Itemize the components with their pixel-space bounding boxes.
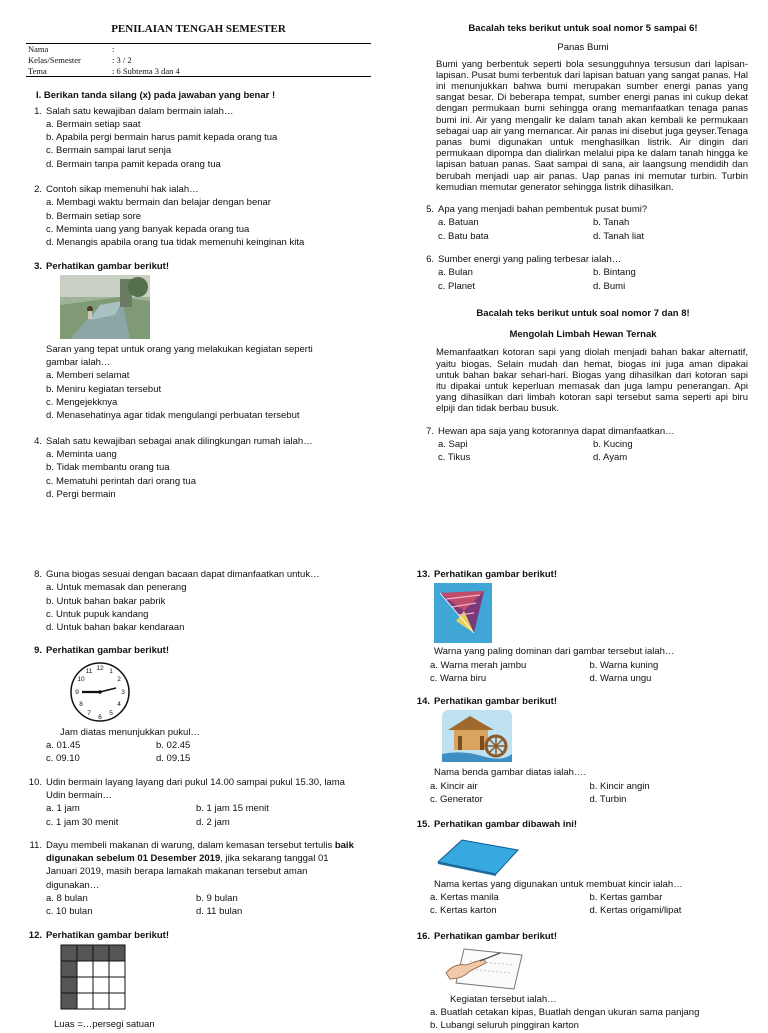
option[interactable]: b. 9 bulan: [196, 893, 238, 905]
option[interactable]: d. Pergi bermain: [46, 488, 116, 500]
option[interactable]: c. Tikus: [438, 452, 471, 464]
option[interactable]: a. Kincir air: [430, 780, 478, 792]
option[interactable]: a. Batuan: [438, 217, 479, 229]
question-1: 1. Salah satu kewajiban dalam bermain ialah… a. Bermain setiap saat b. Apabila pergi bermain harus pamit kepada orang tua c. Bermain sampai larut senja d. Bermain tanpa pamit kepada orang tua: [26, 105, 371, 171]
option[interactable]: a. 1 jam: [46, 803, 80, 815]
option[interactable]: b. Kincir angin: [589, 780, 650, 792]
option[interactable]: b. 1 jam 15 menit: [196, 803, 269, 815]
section-heading: I. Berikan tanda silang (x) pada jawaban yang benar !: [36, 90, 276, 102]
reading1-body: Bumi yang berbentuk seperti bola sesungguhnya tersusun dari lapisan-lapisan. Pusat bumi terbentuk dari lapisan batuan yang sangat panas. Hal ini menunjukkan bahwa bumi merupakan sumber energi panas yang sangat besar. Di beberapa tempat, sumber energi panas ini cukup dekat dengan permukaan bumi sehingga orang memanfaatkan tenaga panas bumi ini. Air yang mengalir ke dalam tanah akan kembali ke permukaan sebagai uap air yang memancar. Air panas ini disebut juga geyser.Tenaga panas bumi digunakan untuk menghasilkan listrik. Air dingin dari permukaan dipompa dan dialirkan melalui pipa ke dalam tanah hingga ke lapisan batuan panas. Saat sampai di sana, air laangsung mendidih dan berubah menjadi uap air panas. Uap panas ini memutar turbin. Turbin kemudian memutar generator sehingga listrik dihasilkan.: [436, 58, 748, 193]
svg-text:10: 10: [77, 675, 85, 683]
option[interactable]: b. Bermain setiap sore: [46, 210, 142, 222]
question-9: 9. Perhatikan gambar berikut! 12 1 2 3 4 5 6 7 8 9 10 11 Jam diatas menunjukkan pukul… a. 01.45 b. 02.45 c. 09.10 d. 09.15: [26, 644, 371, 765]
identity-row: Nama :: [28, 44, 115, 55]
reading1-intro: Bacalah teks berikut untuk soal nomor 5 sampai 6!: [468, 23, 698, 34]
svg-text:1: 1: [109, 667, 113, 675]
option[interactable]: b. Untuk bahan bakar pabrik: [46, 595, 166, 607]
hand-drawing-image: [414, 945, 749, 991]
question-10: 10. Udin bermain layang layang dari pukul 14.00 sampai pukul 15.30, lama Udin bermain… a. 1 jam b. 1 jam 15 menit c. 1 jam 30 menit d. 2 jam: [28, 776, 345, 828]
header-rule-bottom: [26, 76, 371, 77]
right-column-bottom: [414, 568, 749, 1033]
q15-text: Nama kertas yang digunakan untuk membuat kincir ialah…: [434, 878, 683, 890]
option[interactable]: b. 02.45: [156, 740, 191, 752]
left-column-top: [26, 22, 371, 501]
svg-text:4: 4: [117, 700, 121, 708]
svg-text:3: 3: [121, 688, 125, 696]
waterwheel-image: [414, 710, 749, 762]
option[interactable]: c. 09.10: [46, 753, 80, 765]
question-16: 16. Perhatikan gambar berikut! Kegiatan tersebut ialah… a. Buatlah cetakan kipas, Buatlah dengan ukuran sama panjang b. Lubangi seluruh pinggiran karton: [414, 930, 749, 1033]
question-14: 14. Perhatikan gambar berikut! Nama benda gambar diatas ialah…. a. Kincir air b. Kincir angin c. Generator d. Turbin: [414, 695, 749, 806]
option[interactable]: a. 8 bulan: [46, 893, 88, 905]
question-11: 11. Dayu membeli makanan di warung, dalam kemasan tersebut tertulis baik digunakan sebelum 01 Desember 2019, jika sekarang tanggal 01 Januari 2019, masih berapa lamakah makanan tersebut aman digunakan… a. 8 bulan b. 9 bulan c. 10 bulan d. 11 bulan: [29, 839, 354, 918]
identity-row: Kelas/Semester : 3 / 2: [28, 55, 132, 66]
svg-text:7: 7: [87, 709, 91, 717]
option[interactable]: d. Menasehatinya agar tidak mengulangi perbuatan tersebut: [46, 410, 300, 422]
reading2-intro: Bacalah teks berikut untuk soal nomor 7 dan 8!: [476, 307, 690, 319]
option[interactable]: a. Bulan: [438, 267, 473, 279]
option[interactable]: d. Untuk bahan bakar kendaraan: [46, 622, 185, 634]
exam-title: PENILAIAN TENGAH SEMESTER: [111, 23, 286, 35]
reading2-body: Memanfaatkan kotoran sapi yang diolah menjadi bahan bakar alternatif, yaitu biogas. Selain mudah dan hemat, biogas ini juga aman dipakai untuk bahan bakar sehari-hari. Biogas yang dihasilkan dari kotoran sapi itu dipakai untuk keperluan memasak dan juga lampu penerangan. Api yang dihasilkan dari limbah kotoran sapi tersebut sama seperti api biru elpiji dan tidak berbau busuk.: [436, 347, 748, 415]
q3-text: Saran yang tepat untuk orang yang melakukan kegiatan seperti gambar ialah…: [46, 343, 313, 369]
question-15: 15. Perhatikan gambar dibawah ini! Nama kertas yang digunakan untuk membuat kincir ialah… a. Kertas manila b. Kertas gambar c. Kertas karton d. Kertas origami/lipat: [414, 818, 749, 917]
kite-image: [414, 583, 749, 643]
option[interactable]: b. Meniru kegiatan tersebut: [46, 383, 162, 395]
left-column-bottom: [26, 568, 371, 1031]
option[interactable]: d. 2 jam: [196, 816, 230, 828]
option[interactable]: c. Generator: [430, 794, 483, 806]
option[interactable]: c. 10 bulan: [46, 906, 93, 918]
option[interactable]: a. Membagi waktu bermain dan belajar dengan benar: [46, 197, 271, 209]
question-6: 6. Sumber energi yang paling terbesar ialah… a. Bulan b. Bintang c. Planet d. Bumi: [418, 253, 748, 293]
svg-text:12: 12: [96, 664, 104, 672]
clock-image: [26, 660, 371, 724]
option[interactable]: a. Warna merah jambu: [430, 659, 527, 671]
reading2-title: Mengolah Limbah Hewan Ternak: [509, 329, 657, 341]
option[interactable]: a. Buatlah cetakan kipas, Buatlah dengan ukuran sama panjang: [430, 1007, 700, 1019]
option[interactable]: b. Kucing: [593, 438, 633, 450]
identity-row: Tema : 6 Subtema 3 dan 4: [28, 65, 180, 76]
grid-area-image: [26, 944, 371, 1010]
option[interactable]: d. 11 bulan: [196, 906, 243, 918]
option[interactable]: c. Mengejekknya: [46, 397, 118, 409]
question-13: 13. Perhatikan gambar berikut! Warna yang paling dominan dari gambar tersebut ialah… a. Warna merah jambu b. Warna kuning c. Warna biru d. Warna ungu: [414, 568, 749, 685]
question-2: 2. Contoh sikap memenuhi hak ialah… a. Membagi waktu bermain dan belajar dengan benar b. Bermain setiap sore c. Meminta uang yang banyak kepada orang tua d. Menangis apabila orang tua tidak memenuhi keinginan kita: [26, 183, 371, 249]
option[interactable]: c. 1 jam 30 menit: [46, 816, 119, 828]
q12-text: Luas =…persegi satuan: [54, 1018, 155, 1030]
option[interactable]: a. Meminta uang: [46, 448, 117, 460]
svg-text:9: 9: [75, 688, 79, 696]
option[interactable]: b. Kertas gambar: [589, 891, 663, 903]
right-column-top: [418, 22, 748, 465]
paper-sheet-image: [414, 836, 749, 876]
identity-table: [26, 44, 371, 76]
question-7: 7. Hewan apa saja yang kotorannya dapat dimanfaatkan… a. Sapi b. Kucing c. Tikus d. Ayam: [418, 425, 748, 465]
option[interactable]: b. Bintang: [593, 267, 636, 279]
option[interactable]: c. Meminta uang yang banyak kepada orang tua: [46, 223, 250, 235]
option[interactable]: d. Warna ungu: [589, 672, 652, 684]
option[interactable]: c. Planet: [438, 280, 475, 292]
question-4: 4. Salah satu kewajiban sebagai anak dilingkungan rumah ialah… a. Meminta uang b. Tidak membantu orang tua c. Mematuhi perintah dari orang tua d. Pergi bermain: [26, 435, 371, 501]
option[interactable]: d. Tanah liat: [593, 230, 645, 242]
question-3: 3. Perhatikan gambar berikut! Saran yang tepat untuk orang yang melakukan kegiatan seperti gambar ialah… a. Memberi selamat b. Meniru kegiatan tersebut c. Mengejekknya d. Menasehatinya agar tidak mengulangi perbuatan tersebut: [26, 260, 371, 423]
reading1-title: Panas Bumi: [557, 42, 609, 54]
option[interactable]: c. Batu bata: [438, 230, 489, 242]
option[interactable]: c. Bermain sampai larut senja: [46, 145, 172, 157]
q16-text: Kegiatan tersebut ialah…: [450, 993, 557, 1005]
option[interactable]: d. Turbin: [589, 794, 627, 806]
option[interactable]: d. Bermain tanpa pamit kepada orang tua: [46, 158, 221, 170]
option[interactable]: a. Untuk memasak dan penerang: [46, 582, 187, 594]
svg-text:11: 11: [85, 667, 93, 675]
option[interactable]: c. Kertas karton: [430, 905, 497, 917]
q13-text: Warna yang paling dominan dari gambar tersebut ialah…: [434, 646, 675, 658]
option[interactable]: a. 01.45: [46, 740, 81, 752]
option[interactable]: d. Bumi: [593, 280, 626, 292]
option[interactable]: c. Mematuhi perintah dari orang tua: [46, 475, 196, 487]
svg-text:2: 2: [117, 675, 121, 683]
q14-text: Nama benda gambar diatas ialah….: [434, 767, 587, 779]
option[interactable]: a. Kertas manila: [430, 891, 499, 903]
svg-text:6: 6: [98, 713, 102, 721]
option[interactable]: a. Bermain setiap saat: [46, 118, 141, 130]
svg-text:5: 5: [109, 709, 113, 717]
option[interactable]: c. Untuk pupuk kandang: [46, 608, 149, 620]
option[interactable]: b. Tanah: [593, 217, 630, 229]
option[interactable]: a. Memberi selamat: [46, 370, 130, 382]
svg-text:8: 8: [79, 700, 83, 708]
q9-text: Jam diatas menunjukkan pukul…: [60, 726, 200, 738]
option[interactable]: d. Menangis apabila orang tua tidak memenuhi keinginan kita: [46, 237, 305, 249]
option[interactable]: b. Warna kuning: [589, 659, 659, 671]
option[interactable]: c. Warna biru: [430, 672, 487, 684]
option[interactable]: b. Lubangi seluruh pinggiran karton: [430, 1020, 579, 1032]
option[interactable]: b. Tidak membantu orang tua: [46, 462, 170, 474]
option[interactable]: d. 09.15: [156, 753, 191, 765]
option[interactable]: b. Apabila pergi bermain harus pamit kepada orang tua: [46, 132, 278, 144]
question-12: 12. Perhatikan gambar berikut! Luas =…persegi satuan: [26, 929, 371, 1032]
question-5: 5. Apa yang menjadi bahan pembentuk pusat bumi? a. Batuan b. Tanah c. Batu bata d. Tanah liat: [418, 203, 748, 243]
question-8: 8. Guna biogas sesuai dengan bacaan dapat dimanfaatkan untuk… a. Untuk memasak dan penerang b. Untuk bahan bakar pabrik c. Untuk pupuk kandang d. Untuk bahan bakar kendaraan: [26, 568, 371, 634]
option[interactable]: a. Sapi: [438, 438, 468, 450]
river-boy-image: [26, 275, 371, 339]
option[interactable]: d. Ayam: [593, 452, 628, 464]
option[interactable]: d. Kertas origami/lipat: [589, 905, 682, 917]
